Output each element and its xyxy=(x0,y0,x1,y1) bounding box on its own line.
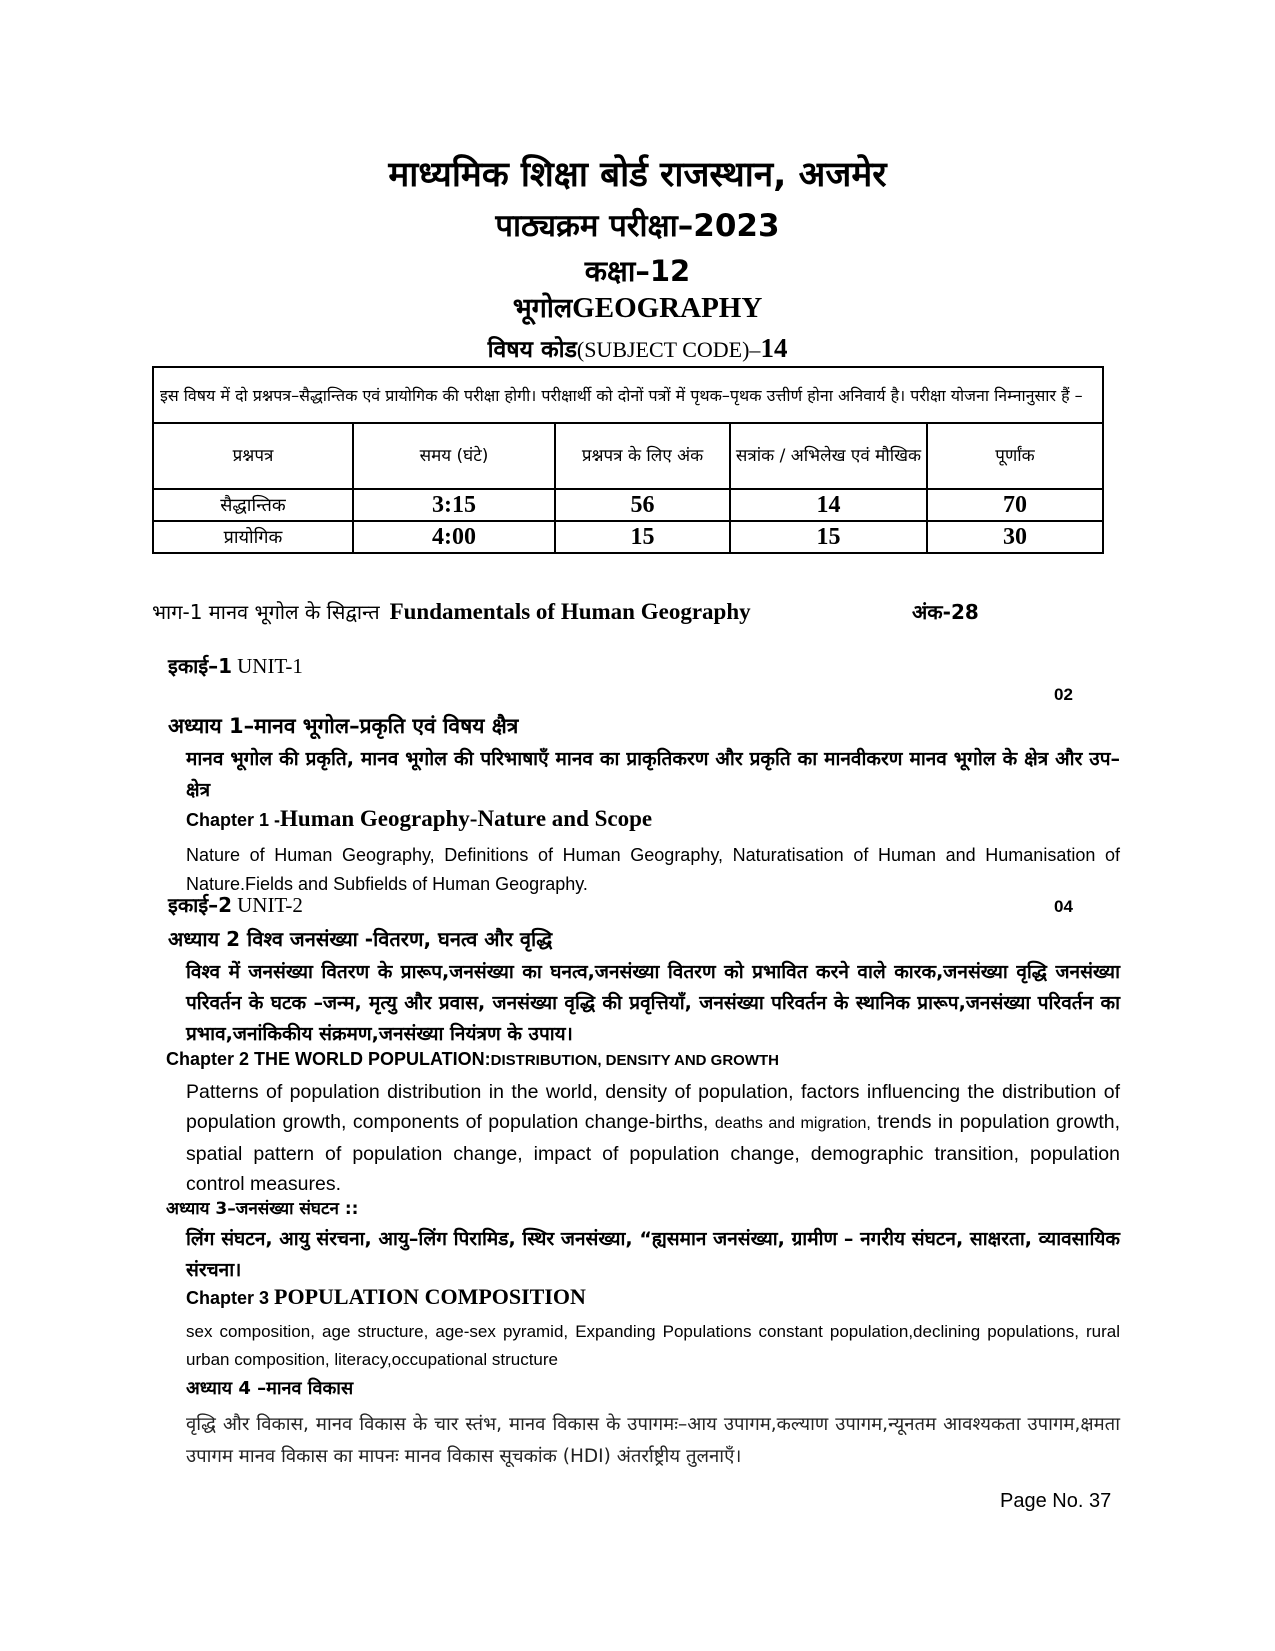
subject-code-number: 14 xyxy=(760,333,788,363)
header-cell-time: समय (घंटे) xyxy=(353,423,555,489)
header-cell-paper: प्रश्नपत्र xyxy=(153,423,353,489)
chapter-1-title-hindi: अध्याय 1–मानव भूगोल–प्रकृति एवं विषय क्षैत्र xyxy=(168,714,519,738)
chapter-1-body-hindi: मानव भूगोल की प्रकृति, मानव भूगोल की परिभाषाएँ मानव का प्राकृतिकरण और प्रकृति का मानवीकरण मानव भूगोल के क्षेत्र और उप–क्षेत्र xyxy=(186,748,1120,801)
unit-1-english: UNIT-1 xyxy=(237,654,303,678)
table-cell: प्रायोगिक xyxy=(153,521,353,553)
chapter-3-title-hindi: अध्याय 3–जनसंख्या संघटन :: xyxy=(166,1199,359,1219)
part-heading xyxy=(152,598,751,625)
chapter-2-title-hindi: अध्याय 2 विश्व जनसंख्या -वितरण, घनत्व और वृद्धि xyxy=(168,927,553,951)
subject-title xyxy=(0,288,1275,325)
subject-code xyxy=(0,332,1275,364)
page-number: Page No. 37 xyxy=(1000,1490,1112,1512)
chapter-2-body-part-a: Patterns of population distribution in the world, density of population, factors influencing the distribution of population growth, components of population change-births, xyxy=(186,1081,1120,1133)
table-cell: 14 xyxy=(730,489,927,521)
chapter-3-body-english: sex composition, age structure, age-sex pyramid, Expanding Populations constant population,declining populations, rural urban composition, literacy,occupational structure xyxy=(186,1322,1120,1369)
exam-scheme-table xyxy=(152,366,1104,554)
part-label-hindi: भाग-1 मानव भूगोल के सिद्वान्त xyxy=(152,600,380,624)
table-cell: 4:00 xyxy=(353,521,555,553)
chapter-3-body-hindi: लिंग संघटन, आयु संरचना, आयु–लिंग पिरामिड, स्थिर जनसंख्या, “ह्यसमान जनसंख्या, ग्रामीण – नगरीय संघटन, साक्षरता, व्यावसायिक संरचना। xyxy=(186,1228,1120,1281)
part-marks: अंक-28 xyxy=(912,600,979,624)
subject-code-label: विषय कोड xyxy=(487,337,577,363)
unit-1-hindi: इकाई–1 xyxy=(168,654,233,678)
chapter-1-name: Human Geography-Nature and Scope xyxy=(280,806,653,831)
unit-2-english: UNIT-2 xyxy=(237,893,303,917)
chapter-2-title-english xyxy=(166,1049,779,1070)
header-cell-paper-marks: प्रश्नपत्र के लिए अंक xyxy=(555,423,730,489)
unit-1-heading xyxy=(168,652,303,679)
subject-english: GEOGRAPHY xyxy=(572,292,763,324)
table-header-row xyxy=(153,423,1103,489)
board-title: माध्यमिक शिक्षा बोर्ड राजस्थान, अजमेर xyxy=(388,155,887,195)
table-cell: 3:15 xyxy=(353,489,555,521)
chapter-2-body-english xyxy=(186,1077,1120,1199)
subject-code-english: (SUBJECT CODE)– xyxy=(576,337,761,362)
unit-2-marks: 04 xyxy=(1054,897,1073,916)
syllabus-title: पाठ्यक्रम परीक्षा–2023 xyxy=(495,208,780,244)
table-cell: 15 xyxy=(555,521,730,553)
class-title: कक्षा–12 xyxy=(584,254,691,288)
unit-2-hindi: इकाई–2 xyxy=(168,893,233,917)
chapter-2-title-part-a: Chapter 2 THE WORLD POPULATION: xyxy=(166,1049,491,1069)
chapter-1-prefix: Chapter 1 - xyxy=(186,810,281,830)
chapter-2-title-part-b: DISTRIBUTION, DENSITY AND GROWTH xyxy=(490,1052,780,1069)
table-cell: सैद्धान्तिक xyxy=(153,489,353,521)
table-cell: 70 xyxy=(927,489,1103,521)
unit-2-heading xyxy=(168,891,303,918)
exam-scheme-intro: इस विषय में दो प्रश्नपत्र–सैद्धान्तिक एवं प्रायोगिक की परीक्षा होगी। परीक्षार्थी को दोनों पत्रों में पृथक–पृथक उत्तीर्ण होना अनिवार्य है। परीक्षा योजना निम्नानुसार हैं – xyxy=(153,367,1103,423)
chapter-3-title-english xyxy=(186,1284,586,1310)
chapter-2-body-small: deaths and migration, xyxy=(714,1115,871,1132)
chapter-4-body-hindi: वृद्धि और विकास, मानव विकास के चार स्तंभ, मानव विकास के उपागमः–आय उपागम,कल्याण उपागम,न्यूनतम आवश्यकता उपागम,क्षमता उपागम मानव विकास का मापनः मानव विकास सूचकांक (HDI) अंतर्राष्ट्रीय तुलनाएँ। xyxy=(186,1414,1120,1467)
unit-1-marks: 02 xyxy=(1054,685,1073,704)
table-cell: 56 xyxy=(555,489,730,521)
table-cell: 30 xyxy=(927,521,1103,553)
chapter-3-name: POPULATION COMPOSITION xyxy=(274,1284,586,1309)
part-label-english: Fundamentals of Human Geography xyxy=(389,599,751,624)
chapter-1-title-english xyxy=(186,806,652,832)
chapter-2-body-part-b: trends in population growth, spatial pattern of population change, impact of population change, demographic transition, population control measures. xyxy=(186,1111,1121,1195)
header-cell-sessional: सत्रांक / अभिलेख एवं मौखिक xyxy=(730,423,927,489)
chapter-1-body-english: Nature of Human Geography, Definitions of Human Geography, Naturatisation of Human and Humanisation of Nature.Fields and Subfields of Human Geography. xyxy=(186,845,1120,894)
table-row xyxy=(153,521,1103,553)
chapter-4-title-hindi: अध्याय 4 –मानव विकास xyxy=(186,1378,354,1399)
table-cell: 15 xyxy=(730,521,927,553)
table-row xyxy=(153,489,1103,521)
chapter-2-body-hindi: विश्व में जनसंख्या वितरण के प्रारूप,जनसंख्या का घनत्व,जनसंख्या वितरण को प्रभावित करने वाले कारक,जनसंख्या वृद्धि जनसंख्या परिवर्तन के घटक –जन्म, मृत्यु और प्रवास, जनसंख्या वृद्धि की प्रवृत्तियाँ, जनसंख्या परिवर्तन के स्थानिक प्रारूप,जनसंख्या परिवर्तन का प्रभाव,जनांकिकीय संक्रमण,जनसंख्या नियंत्रण के उपाय। xyxy=(186,961,1120,1045)
subject-hindi: भूगोल xyxy=(512,293,573,324)
chapter-3-prefix: Chapter 3 xyxy=(186,1288,275,1308)
header-cell-total: पूर्णांक xyxy=(927,423,1103,489)
